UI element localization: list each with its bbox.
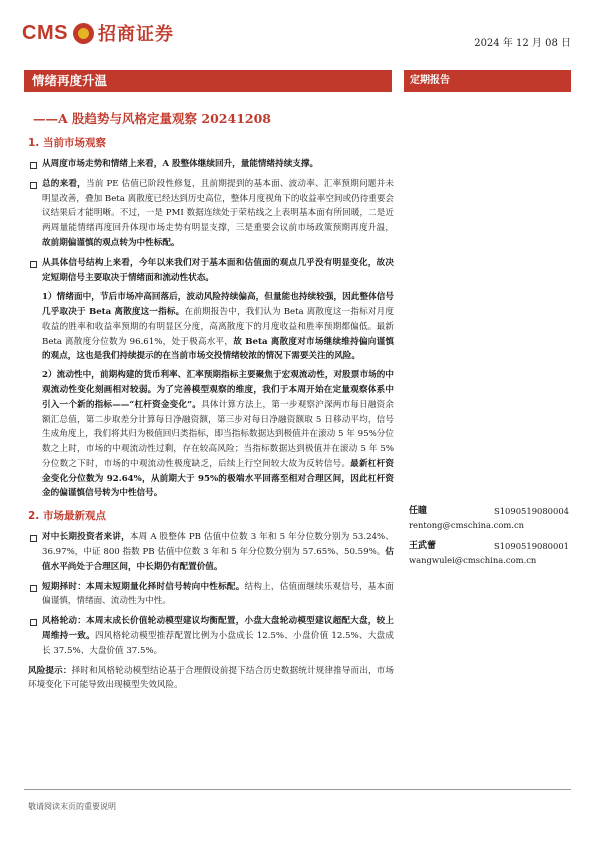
report-type-label: 定期报告: [404, 70, 571, 92]
bullet-text: 从具体信号结构上来看，今年以来我们对于基本面和估值面的观点几乎没有明显变化，故决定短期信号主要取决于情绪面和流动性状态。: [42, 257, 394, 283]
paragraph-text: 具体计算方法上，第一步观察沪深两市每日融资余额汇总值，第二步取差分计算每日净融资额，第三步对每日净融资额取 5 日移动平均，信号生成角度上，我们将其归为极值回归类指标，即当指标数据达到极值并在滚动 5 年 95%分位数之上时，市场的中观流动性过剩，存在较高风险；当指标数据达到极值并在滚动 5 年 5%分位数之下时，市场的中观流动性极度缺乏，后续上行空间较大故为反转信号。: [42, 399, 394, 469]
report-subtitle: ——A 股趋势与风格定量观察 20241208: [33, 111, 271, 126]
author-license-id: S1090519080004: [493, 506, 569, 516]
section-heading-current-observation: 1. 当前市场观察: [28, 137, 106, 149]
paragraph-lead: 2）流动性中，前期构建的货币利率、汇率预期指标主要聚焦于宏观流动性，对股票市场的中观流动性变化刻画相对较弱。为了完善模型观察的维度，我们于本周开始在定量观察体系中引入一个新的指标——“杠杆资金变化”。: [42, 370, 394, 410]
author-name: 任瞳: [409, 506, 428, 516]
bullet-text: 结构上，估值面继续乐观信号，基本面偏谨慎，情绪面、流动性为中性。: [42, 581, 394, 607]
logo-chinese-name: 招商证券: [97, 24, 174, 45]
author-license-id: S1090519080001: [493, 540, 569, 551]
bullet-text: 从周度市场走势和情绪上来看，A 股整体继续回升，量能情绪持续支撑。: [42, 159, 319, 170]
bullet-lead: 总的来看，: [42, 178, 86, 189]
author-row: [409, 540, 569, 554]
paragraph-liquidity: [28, 368, 394, 501]
paragraph-conclusion: 故 Beta 离散度对市场继续维持偏向谨慎的观点，这也是我们持续提示的在当前市场交投情绪较浓的情况下需要关注的风险。: [42, 336, 394, 362]
bullet-text: 四风格轮动模型推荐配置比例为小盘成长 12.5%、小盘价值 12.5%、大盘成长 37.5%、大盘价值 37.5%。: [42, 630, 394, 656]
author-name: 王武蕾: [409, 540, 437, 551]
report-title: 情绪再度升温: [24, 70, 392, 92]
risk-warning: [28, 664, 394, 694]
bullet-conclusion: 故前期偏谨慎的观点转为中性标配。: [42, 237, 180, 248]
bullet-item: [28, 530, 394, 574]
risk-label: 风险提示：: [28, 665, 72, 676]
paragraph-sentiment: [28, 290, 394, 364]
logo-emblem-icon: [73, 23, 94, 44]
bullet-item: [28, 256, 394, 286]
bullet-lead: 风格轮动：本周末成长价值轮动模型建议均衡配置，小盘大盘轮动模型建议超配大盘，较上周维持一致。: [42, 616, 394, 641]
author-block: [409, 505, 569, 575]
brand-logo: [22, 20, 174, 46]
main-content: [28, 134, 394, 697]
section-heading-latest-views: 2. 市场最新观点: [28, 510, 106, 523]
paragraph-lead: 1）情绪面中，节后市场冲高回落后，波动风险持续偏高，但量能也持续较强，因此整体信号几乎取决于 Beta 离散度这一指标。: [42, 292, 394, 318]
risk-text: 择时和风格轮动模型结论基于合理假设前提下结合历史数据统计规律推导而出，市场环境变化下可能导致出现模型失效风险。: [28, 665, 394, 691]
bullet-conclusion: 估值水平尚处于合理区间，中长期仍有配置价值。: [42, 547, 394, 572]
author-row: [409, 505, 569, 519]
bullet-lead: 短期择时：本周末短期量化择时信号转向中性标配。: [42, 581, 245, 592]
author-email[interactable]: wangwulei@cmschina.com.cn: [409, 554, 537, 565]
footer-disclaimer: 敬请阅读末页的重要说明: [28, 802, 116, 811]
logo-text: CMS: [22, 21, 68, 44]
paragraph-conclusion: 最新杠杆资金变化分位数为 92.64%，从前期大于 95%的极端水平回落至相对合理区间，因此杠杆资金的偏谨慎信号转为中性信号。: [42, 458, 394, 499]
bullet-text: 本周 A 股整体 PB 估值中位数 3 年和 5 年分位数分别为 53.24%、36.97%，中证 800 指数 PB 估值中位数 3 年和 5 年分位数分别为 57.65%、50.59%。: [42, 532, 394, 558]
bullet-item: [28, 157, 394, 172]
bullet-lead: 对中长期投资者来讲，: [42, 532, 130, 543]
footer-divider: [24, 789, 571, 790]
bullet-text: 当前 PE 估值已阶段性修复，且前期提到的基本面、波动率、汇率预期问题并未明显改善，叠加 Beta 离散度已经达到历史高位，整体月度视角下的收益率空间或仍待重要会议结果后才能明晰。不过，一是 PMI 数据连续处于荣枯线之上表明基本面有所回暖，二是近两周量能情绪再度回升体现市场走势有明显支撑，三是重要会议前市场政策预期再度升温，: [42, 178, 395, 234]
report-date: 2024 年 12 月 08 日: [474, 38, 571, 49]
bullet-item: [28, 580, 394, 610]
bullet-item: [28, 614, 394, 658]
author-email[interactable]: rentong@cmschina.com.cn: [409, 519, 525, 530]
paragraph-text: 在前期报告中，我们认为 Beta 离散度这一指标对月度收益的胜率和收益率预期的有明显区分度，高离散度下的月度收益和胜率预期都偏低。最新 Beta 离散度分位数为 96.61%，处于极高水平，: [42, 307, 394, 347]
bullet-item: [28, 177, 394, 251]
